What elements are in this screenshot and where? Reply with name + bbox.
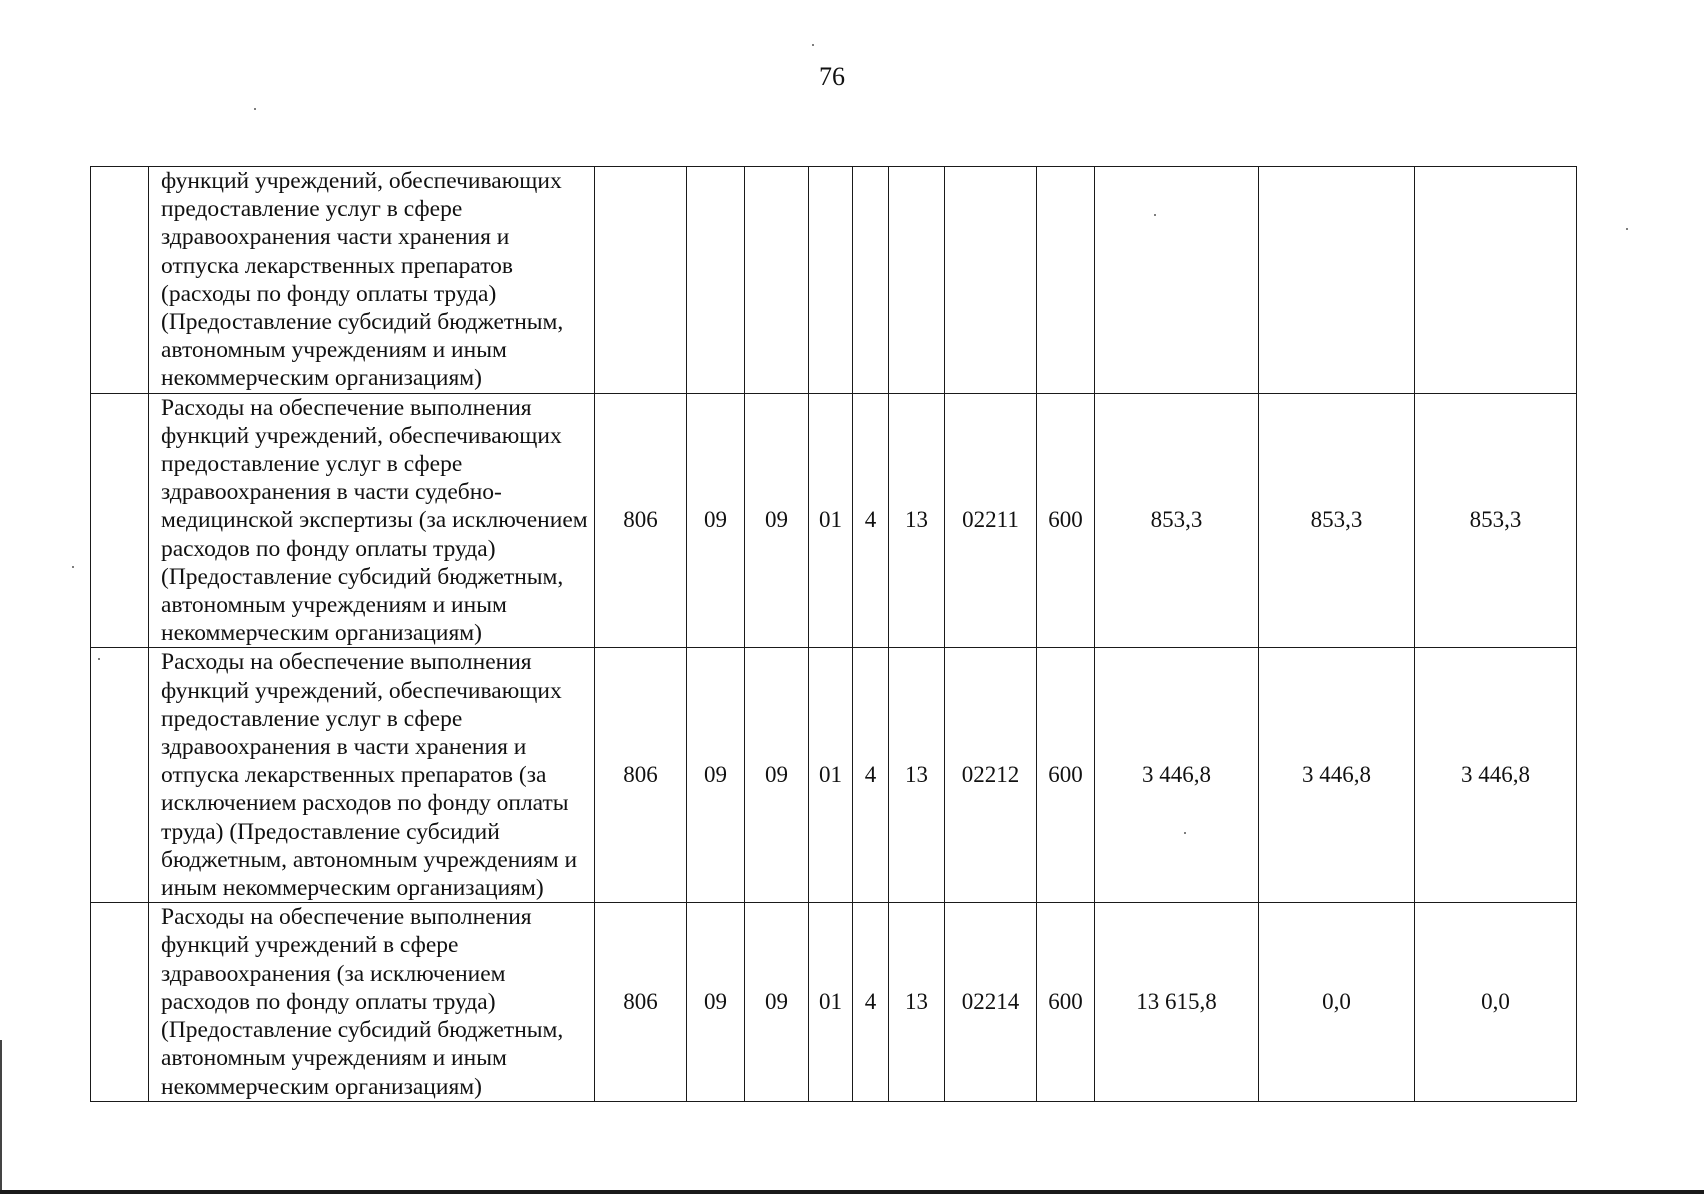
amount-year-1-cell: 853,3 xyxy=(1095,393,1259,648)
description-cell: Расходы на обеспечение выполнения функций учреждений, обеспечивающих предоставление услуг в сфере здравоохранения в части судебно-медицинской экспертизы (за исключением расходов по фонду оплаты труда) (Предоставление субсидий бюджетным, автономным учреждениям и иным некоммерческим организациям) xyxy=(149,393,595,648)
program-code-cell: 01 xyxy=(809,648,853,903)
amount-year-3-cell xyxy=(1415,167,1577,394)
scan-speck xyxy=(98,658,100,660)
amount-year-3-cell: 853,3 xyxy=(1415,393,1577,648)
direction-code-cell: 02212 xyxy=(945,648,1037,903)
subprogram-code-cell: 4 xyxy=(853,903,889,1101)
direction-code-cell: 02214 xyxy=(945,903,1037,1101)
program-code-cell: 01 xyxy=(809,393,853,648)
amount-year-2-cell: 0,0 xyxy=(1259,903,1415,1101)
scan-speck xyxy=(1626,228,1628,230)
expense-type-cell: 600 xyxy=(1037,648,1095,903)
section-code-cell: 09 xyxy=(687,393,745,648)
subprogram-code-cell xyxy=(853,167,889,394)
amount-year-2-cell: 853,3 xyxy=(1259,393,1415,648)
table-row xyxy=(91,648,1577,903)
expense-type-cell: 600 xyxy=(1037,903,1095,1101)
description-cell: Расходы на обеспечение выполнения функций учреждений, обеспечивающих предоставление услуг в сфере здравоохранения в части хранения и отпуска лекарственных препаратов (за исключением расходов по фонду оплаты труда) (Предоставление субсидий бюджетным, автономным учреждениям и иным некоммерческим организациям) xyxy=(149,648,595,903)
subsection-code-cell: 09 xyxy=(745,648,809,903)
scan-edge-line xyxy=(0,1040,2,1190)
section-code-cell xyxy=(687,167,745,394)
table-row xyxy=(91,903,1577,1101)
measure-code-cell xyxy=(889,167,945,394)
description-cell: функций учреждений, обеспечивающих предоставление услуг в сфере здравоохранения части хранения и отпуска лекарственных препаратов (расходы по фонду оплаты труда) (Предоставление субсидий бюджетным, автономным учреждениям и иным некоммерческим организациям) xyxy=(149,167,595,394)
program-code-cell xyxy=(809,167,853,394)
scan-speck xyxy=(1184,832,1186,834)
index-cell xyxy=(91,648,149,903)
section-code-cell: 09 xyxy=(687,648,745,903)
measure-code-cell: 13 xyxy=(889,903,945,1101)
scan-speck xyxy=(254,108,256,110)
ministry-code-cell: 806 xyxy=(595,393,687,648)
program-code-cell: 01 xyxy=(809,903,853,1101)
subsection-code-cell xyxy=(745,167,809,394)
page-number: 76 xyxy=(819,62,845,91)
expense-type-cell: 600 xyxy=(1037,393,1095,648)
scan-speck xyxy=(1154,214,1156,216)
amount-year-2-cell xyxy=(1259,167,1415,394)
amount-year-1-cell: 13 615,8 xyxy=(1095,903,1259,1101)
direction-code-cell: 02211 xyxy=(945,393,1037,648)
table-row xyxy=(91,393,1577,648)
subprogram-code-cell: 4 xyxy=(853,393,889,648)
amount-year-1-cell xyxy=(1095,167,1259,394)
section-code-cell: 09 xyxy=(687,903,745,1101)
description-cell: Расходы на обеспечение выполнения функций учреждений в сфере здравоохранения (за исключением расходов по фонду оплаты труда) (Предоставление субсидий бюджетным, автономным учреждениям и иным некоммерческим организациям) xyxy=(149,903,595,1101)
budget-table xyxy=(90,166,1577,1102)
amount-year-3-cell: 0,0 xyxy=(1415,903,1577,1101)
scan-speck xyxy=(72,566,74,568)
scan-speck xyxy=(812,44,814,46)
index-cell xyxy=(91,903,149,1101)
amount-year-1-cell: 3 446,8 xyxy=(1095,648,1259,903)
ministry-code-cell: 806 xyxy=(595,903,687,1101)
ministry-code-cell xyxy=(595,167,687,394)
scan-bottom-line xyxy=(0,1190,1704,1194)
index-cell xyxy=(91,393,149,648)
subsection-code-cell: 09 xyxy=(745,393,809,648)
measure-code-cell: 13 xyxy=(889,393,945,648)
measure-code-cell: 13 xyxy=(889,648,945,903)
direction-code-cell xyxy=(945,167,1037,394)
subsection-code-cell: 09 xyxy=(745,903,809,1101)
index-cell xyxy=(91,167,149,394)
subprogram-code-cell: 4 xyxy=(853,648,889,903)
ministry-code-cell: 806 xyxy=(595,648,687,903)
expense-type-cell xyxy=(1037,167,1095,394)
table-body xyxy=(91,167,1577,1102)
amount-year-2-cell: 3 446,8 xyxy=(1259,648,1415,903)
table-row xyxy=(91,167,1577,394)
amount-year-3-cell: 3 446,8 xyxy=(1415,648,1577,903)
